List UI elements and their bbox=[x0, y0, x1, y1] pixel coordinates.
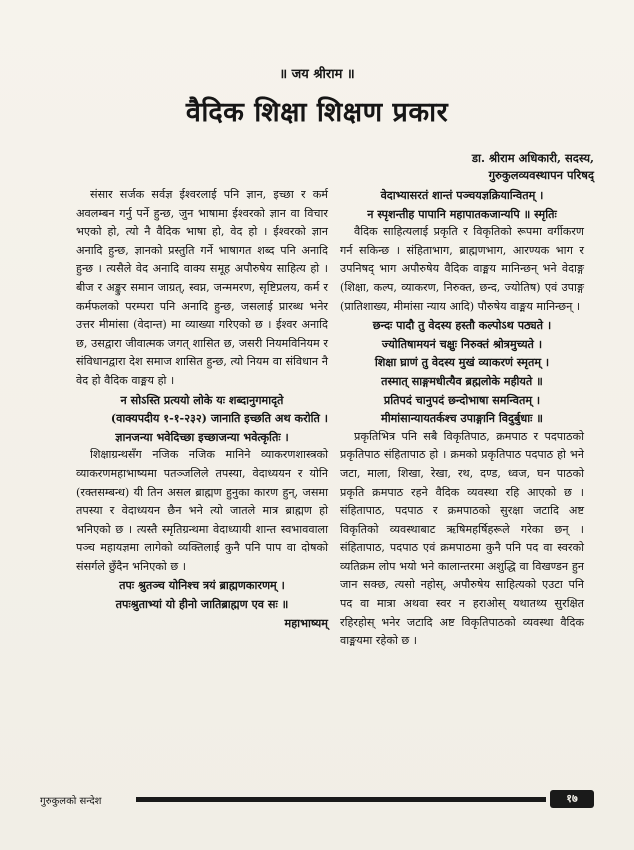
sanskrit-verse: न स्पृशन्तीह पापानि महापातकजान्यपि ॥ स्मृतिः bbox=[367, 206, 557, 221]
paragraph: शिक्षाग्रन्थसँग नजिक नजिक मानिने व्याकरणशास्त्रको व्याकरणमहाभाष्यमा पतञ्जलिले तपस्या, वेदाध्ययन र योनि (रक्तसम्बन्ध) यी तिन असल ब्राह्मण हुनुका कारण हुन्, जसमा तपस्या र वेदाध्ययन छैन भने त्यो जातले मात्र ब्राह्मण हो भनिएको छ । त्यस्तै स्मृतिग्रन्थमा वेदाध्यायी शान्त स्वभाववाला पञ्च महायज्ञमा लागेको व्यक्तिलाई कुनै पनि पाप वा दोषको संसर्गले छुँदैन भनिएको छ । bbox=[76, 448, 328, 573]
sanskrit-verse: (वाक्यपदीय १-१-२३२) जानाति इच्छति अथ करोति । bbox=[110, 411, 328, 426]
magazine-name: गुरुकुलको सन्देश bbox=[40, 796, 102, 807]
sanskrit-verse: वेदाभ्यासरतं शान्तं पञ्चयज्ञक्रियान्वितम् । bbox=[380, 188, 544, 202]
sanskrit-verse: तपःश्रुताभ्यां यो हीनो जातिब्राह्मण एव सः ॥ bbox=[115, 597, 289, 612]
sanskrit-verse: तस्मात् साङ्गमधीत्यैव ब्रह्मलोके महीयते ॥ bbox=[381, 373, 543, 388]
sanskrit-verse: ज्ञानजन्या भवेदिच्छा इच्छाजन्या भवेत्कृतिः । bbox=[115, 429, 289, 444]
page-number: १७ bbox=[550, 790, 594, 808]
author-affiliation: गुरुकुलव्यवस्थापन परिषद् bbox=[488, 168, 594, 182]
verse-source: महाभाष्यम् bbox=[284, 615, 328, 630]
sanskrit-verse: तपः श्रुतञ्च योनिश्च त्रयं ब्राह्मणकारणम् । bbox=[119, 578, 285, 593]
paragraph: वैदिक साहित्यलाई प्रकृति र विकृतिको रूपमा वर्गीकरण गर्न सकिन्छ । संहिताभाग, ब्राह्मणभाग, आरण्यक भाग र उपनिषद् भाग अपौरुषेय वैदिक वाङ्मय मानिन्छन् भने वेदाङ्ग (शिक्षा, कल्प, व्याकरण, निरुक्त, छन्द, ज्योतिष) एवं उपाङ्ग (प्रातिशाख्य, मीमांसा न्याय आदि) पौरुषेय वाङ्मय मानिन्छन् । bbox=[340, 225, 584, 313]
sanskrit-verse: न सोऽस्ति प्रत्ययो लोके यः शब्दानुगमादृते bbox=[120, 392, 284, 407]
author-block bbox=[274, 150, 594, 184]
page-footer bbox=[40, 790, 594, 810]
sanskrit-verse: शिक्षा घ्राणं तु वेदस्य मुखं व्याकरणं स्मृतम् । bbox=[374, 355, 550, 370]
footer-rule bbox=[136, 797, 546, 802]
author-name: डा. श्रीराम अधिकारी, सदस्य, bbox=[471, 151, 594, 165]
right-column bbox=[340, 186, 584, 651]
paragraph: प्रकृतिभित्र पनि सबै विकृतिपाठ, क्रमपाठ र पदपाठको प्रकृतिपाठ संहितापाठ हो । क्रमको प्रकृतिपाठ पदपाठ हो भने जटा, माला, शिखा, रेखा, रथ, दण्ड, ध्वज, घन पाठको प्रकृति क्रमपाठ रहने वैदिक व्यवस्था रहि आएको छ । संहितापाठ, पदपाठ र क्रमपाठको सुरक्षा जटादि अष्ट विकृतिको व्यवस्थाबाट ऋषिमहर्षिहरूले गरेका छन् । संहितापाठ, पदपाठ एवं क्रमपाठमा कुनै पनि पद वा स्वरको व्यतिक्रम लोप भयो भने कालान्तरमा अशुद्धि वा विखण्डन हुन जान सक्छ, त्यसो नहोस्, अपौरुषेय साहित्यको एउटा पनि पद वा मात्रा अथवा स्वर न हराओस् यथातथ्य सुरक्षित रहिरहोस् भनेर जटादि अष्ट विकृतिपाठको व्यवस्था वैदिक वाङ्मयमा रहेको छ । bbox=[340, 429, 584, 648]
invocation-heading: ॥ जय श्रीराम ॥ bbox=[279, 67, 355, 82]
sanskrit-verse: ज्योतिषामयनं चक्षुः निरुक्तं श्रोत्रमुच्यते । bbox=[381, 336, 543, 351]
left-column bbox=[76, 186, 328, 632]
sanskrit-verse: प्रतिपदं चानुपदं छन्दोभाषा समन्वितम् । bbox=[383, 392, 541, 407]
sanskrit-verse: छन्दः पादौ तु वेदस्य हस्तौ कल्पोऽथ पठ्यते । bbox=[372, 318, 552, 333]
sanskrit-verse: मीमांसान्यायतर्कश्च उपाङ्गानि विदुर्बुधाः ॥ bbox=[381, 411, 543, 426]
article-title: वैदिक शिक्षा शिक्षण प्रकार bbox=[185, 97, 449, 128]
paragraph: संसार सर्जक सर्वज्ञ ईश्वरलाई पनि ज्ञान, इच्छा र कर्म अवलम्बन गर्नु पर्ने हुन्छ, जुन भाषामा ईश्वरको ज्ञान वा विचार भएको हो, त्यो नै वैदिक भाषा हो, वेद हो । ईश्वरको ज्ञान अनादि हुन्छ, ज्ञानको प्रस्तुति गर्ने भाषागत शब्द पनि अनादि हुन्छ । त्यसैले वेद अनादि वाक्य समूह अपौरुषेय साहित्य हो । बीज र अङ्कुर समान जाग्रत्, स्वप्न, जन्ममरण, सृष्टिप्रलय, कर्म र कर्मफलको परम्परा पनि अनादि हुन्छ, जसलाई प्रारब्ध भनेर उत्तर मीमांसा (वेदान्त) मा व्याख्या गरिएको छ । ईश्वर अनादि छ, उसद्वारा जीवात्मक जगत् शासित छ, जसरी नियमविनियम र संविधानद्वारा देश समाज शासित हुन्छ, त्यो नियम वा संविधान नै वेद हो वैदिक वाङ्मय हो । bbox=[76, 188, 328, 387]
